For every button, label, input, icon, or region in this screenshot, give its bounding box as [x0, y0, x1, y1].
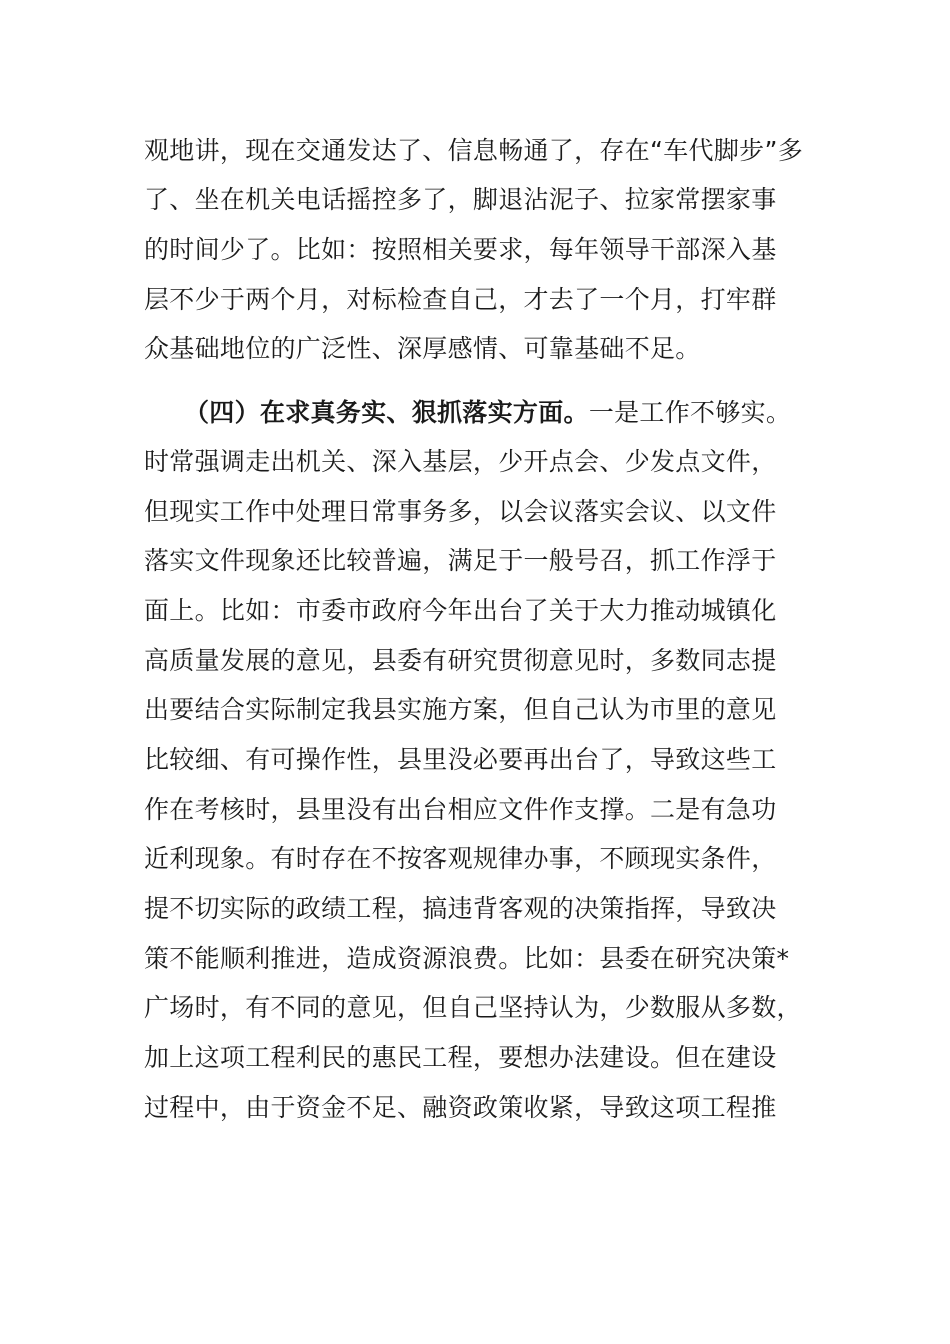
paragraph2-line: 广场时，有不同的意见，但自己坚持认为，少数服从多数， — [144, 993, 802, 1022]
paragraph2-line: 策不能顺利推进，造成资源浪费。比如：县委在研究决策* — [144, 944, 790, 973]
paragraph1-line: 层不少于两个月，对标检查自己，才去了一个月，打牢群 — [144, 285, 777, 314]
paragraph2-line: 近利现象。有时存在不按客观规律办事，不顾现实条件， — [144, 844, 777, 873]
paragraph1-line: 了、坐在机关电话摇控多了，脚退沾泥子、拉家常摆家事 — [144, 185, 777, 214]
paragraph2-line: 出要结合实际制定我县实施方案，但自己认为市里的意见 — [144, 695, 777, 724]
paragraph2-line: 过程中，由于资金不足、融资政策收紧，导致这项工程推 — [144, 1093, 777, 1122]
paragraph2-line: 高质量发展的意见，县委有研究贯彻意见时，多数同志提 — [144, 646, 777, 675]
paragraph2-line: 落实文件现象还比较普遍，满足于一般号召，抓工作浮于 — [144, 546, 777, 575]
paragraph2-line: 作在考核时，县里没有出台相应文件作支撑。二是有急功 — [144, 795, 777, 824]
section-heading: （四）在求真务实、狠抓落实方面。 — [184, 398, 589, 427]
paragraph1-line: 众基础地位的广泛性、深厚感情、可靠基础不足。 — [144, 334, 701, 363]
paragraph2-line: 比较细、有可操作性，县里没必要再出台了，导致这些工 — [144, 745, 777, 774]
paragraph2-line: 时常强调走出机关、深入基层，少开点会、少发点文件， — [144, 447, 777, 476]
paragraph2-first-line — [184, 398, 806, 428]
paragraph2-line: 面上。比如：市委市政府今年出台了关于大力推动城镇化 — [144, 596, 777, 625]
paragraph2-first-line-text: 一是工作不够实。 — [588, 398, 792, 427]
paragraph1-line: 观地讲，现在交通发达了、信息畅通了，存在“车代脚步”多 — [144, 136, 804, 165]
paragraph2-line: 但现实工作中处理日常事务多，以会议落实会议、以文件 — [144, 497, 777, 526]
paragraph2-line: 提不切实际的政绩工程，搞违背客观的决策指挥，导致决 — [144, 894, 777, 923]
paragraph1-line: 的时间少了。比如：按照相关要求，每年领导干部深入基 — [144, 235, 777, 264]
paragraph2-line: 加上这项工程利民的惠民工程，要想办法建设。但在建设 — [144, 1043, 777, 1072]
